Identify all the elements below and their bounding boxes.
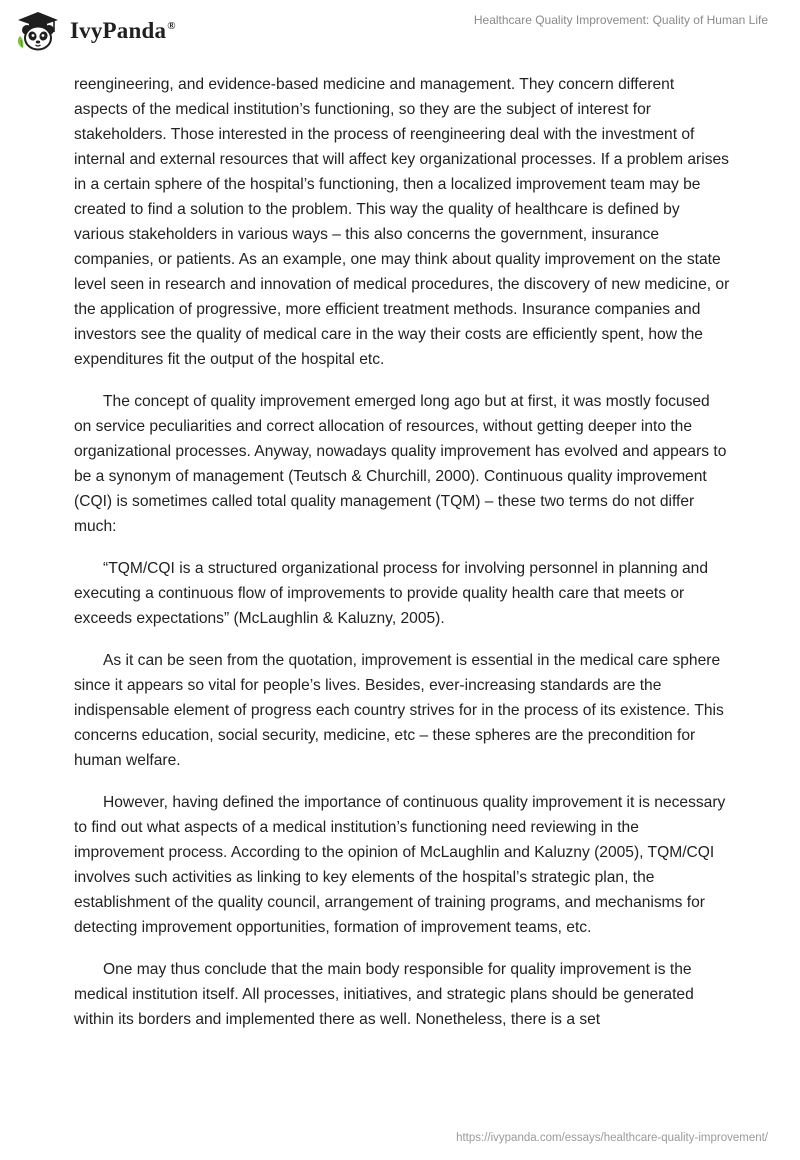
ivypanda-logo[interactable] — [14, 10, 176, 52]
brand-name — [70, 18, 176, 44]
source-url-link[interactable]: https://ivypanda.com/essays/healthcare-quality-improvement/ — [456, 1132, 768, 1144]
document-title: Healthcare Quality Improvement: Quality of Human Life — [473, 13, 768, 27]
panda-graduate-logo-icon — [14, 10, 62, 52]
paragraph: However, having defined the importance of continuous quality improvement it is necessary to find out what aspects of a medical institution’s functioning need reviewing in the improvement process. According to the opinion of McLaughlin and Kaluzny (2005), TQM/CQI involves such activities as linking to key elements of the hospital’s strategic plan, the establishment of the quality council, arrangement of training programs, and mechanisms for detecting improvement opportunities, formation of improvement teams, etc. — [74, 794, 726, 936]
paragraph: As it can be seen from the quotation, improvement is essential in the medical care sphere since it appears so vital for people’s lives. Besides, ever-increasing standards are the indispensable element of progress each country strives for in the process of its existence. This concerns education, social security, medicine, etc – these spheres are the precondition for human welfare. — [74, 652, 724, 769]
paragraph: The concept of quality improvement emerged long ago but at first, it was mostly focused on service peculiarities and correct allocation of resources, without getting deeper into the organizational processes. Anyway, nowadays quality improvement has evolved and appears to be a synonym of management (Teutsch & Churchill, 2000). Continuous quality improvement (CQI) is sometimes called total quality management (TQM) – these two terms do not differ much: — [74, 393, 727, 535]
paragraph: reengineering, and evidence-based medicine and management. They concern different aspects of the medical institution’s functioning, so they are the subject of interest for stakeholders. Those interested in the process of reengineering deal with the investment of internal and external resources that will affect key organizational processes. If a problem arises in a certain sphere of the hospital’s functioning, then a localized improvement team may be created to find a solution to the problem. This way the quality of healthcare is defined by various stakeholders in various ways – this also concerns the government, insurance companies, or patients. As an example, one may think about quality improvement on the state level seen in research and innovation of medical procedures, the discovery of new medicine, or the application of progressive, more efficient treatment methods. Insurance companies and investors see the quality of medical care in the way their costs are efficiently spent, how the expenditures fit the output of the hospital etc. — [74, 76, 730, 368]
essay-body — [74, 72, 730, 1049]
page-header — [0, 0, 800, 70]
paragraph: One may thus conclude that the main body responsible for quality improvement is the medical institution itself. All processes, initiatives, and strategic plans should be generated within its borders and implemented there as well. Nonetheless, there is a set — [74, 961, 694, 1028]
quotation-paragraph: “TQM/CQI is a structured organizational process for involving personnel in planning and executing a continuous flow of improvements to provide quality health care that meets or exceeds expectations” (McLaughlin & Kaluzny, 2005). — [74, 560, 708, 627]
brand-text: IvyPanda — [70, 18, 167, 43]
registered-mark: ® — [167, 20, 176, 33]
